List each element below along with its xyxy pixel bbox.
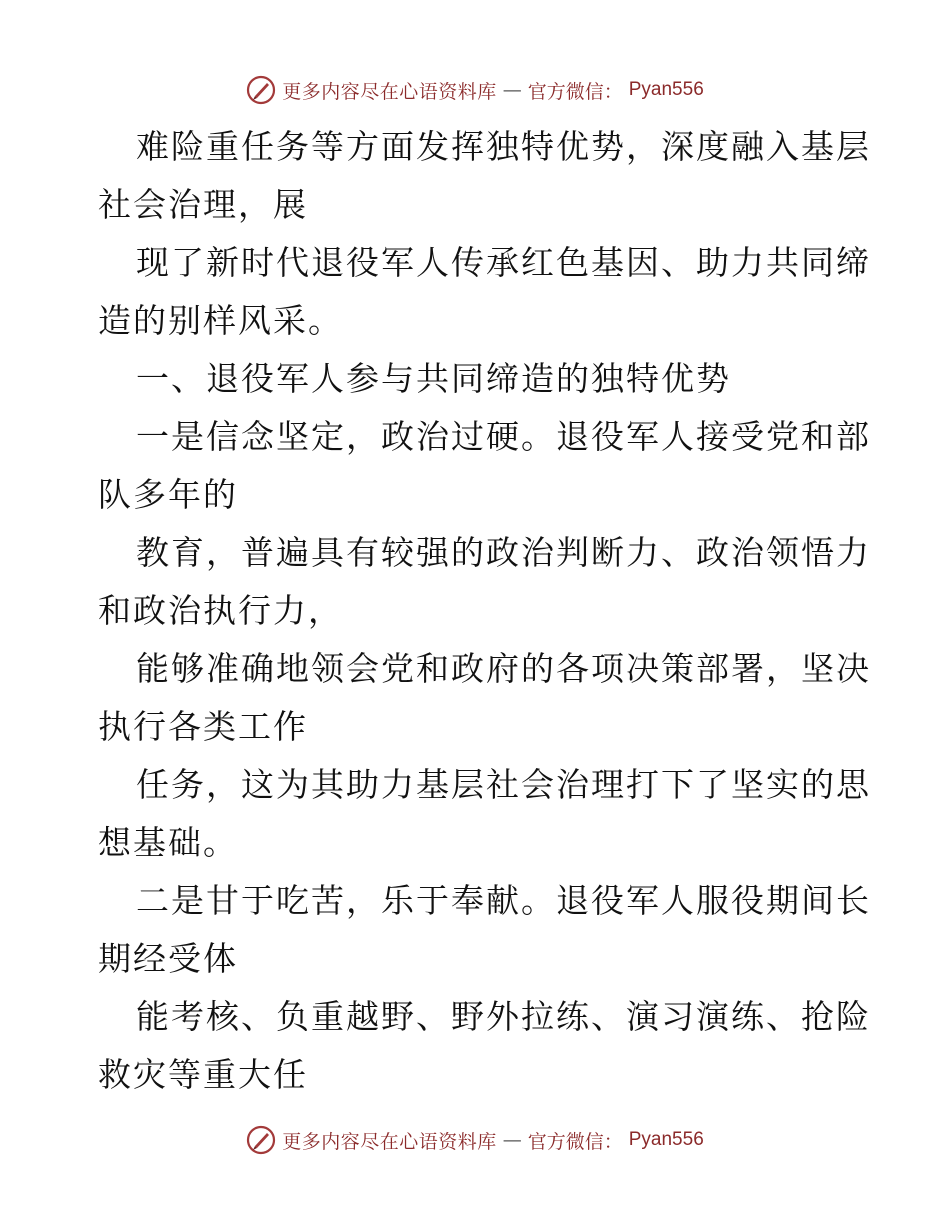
quill-pen-icon (246, 75, 276, 105)
body-line-14: 二是甘于吃苦，乐于奉献。退役军人服役期间长 (136, 881, 871, 920)
header-wechat-label: 官方微信： (527, 80, 623, 103)
body-line-4: 造的别样风采。 (98, 301, 343, 340)
body-line-6: 一是信念坚定，政治过硬。退役军人接受党和部 (136, 417, 871, 456)
header-banner-content (246, 75, 704, 105)
footer-wechat-id: Pyan556 (628, 1129, 704, 1150)
body-line-9: 和政治执行力， (98, 591, 343, 630)
footer-banner-content (246, 1125, 704, 1155)
footer-brand-text: 更多内容尽在心语资料库 (282, 1130, 497, 1153)
body-line-3: 现了新时代退役军人传承红色基因、助力共同缔 (136, 243, 871, 282)
body-line-8: 教育，普遍具有较强的政治判断力、政治领悟力 (136, 533, 871, 572)
body-line-7: 队多年的 (98, 475, 238, 514)
body-line-2: 社会治理，展 (98, 185, 308, 224)
body-line-10: 能够准确地领会党和政府的各项决策部署，坚决 (136, 649, 871, 688)
body-line-12: 任务，这为其助力基层社会治理打下了坚实的思 (136, 765, 871, 804)
header-separator: — (502, 79, 522, 101)
body-line-13: 想基础。 (98, 823, 238, 862)
header-brand-text: 更多内容尽在心语资料库 (282, 80, 497, 103)
body-line-1: 难险重任务等方面发挥独特优势，深度融入基层 (136, 127, 871, 166)
body-line-17: 救灾等重大任 (98, 1055, 308, 1094)
footer-wechat-label: 官方微信： (527, 1130, 623, 1153)
document-body (98, 118, 871, 1104)
footer-separator: — (502, 1129, 522, 1151)
body-line-11: 执行各类工作 (98, 707, 308, 746)
quill-pen-icon (246, 1125, 276, 1155)
body-line-15: 期经受体 (98, 939, 238, 978)
body-line-16: 能考核、负重越野、野外拉练、演习演练、抢险 (136, 997, 871, 1036)
header-wechat-id: Pyan556 (628, 79, 704, 100)
footer-banner (0, 1120, 950, 1160)
header-banner (0, 70, 950, 110)
section-heading: 一、退役军人参与共同缔造的独特优势 (136, 359, 731, 398)
